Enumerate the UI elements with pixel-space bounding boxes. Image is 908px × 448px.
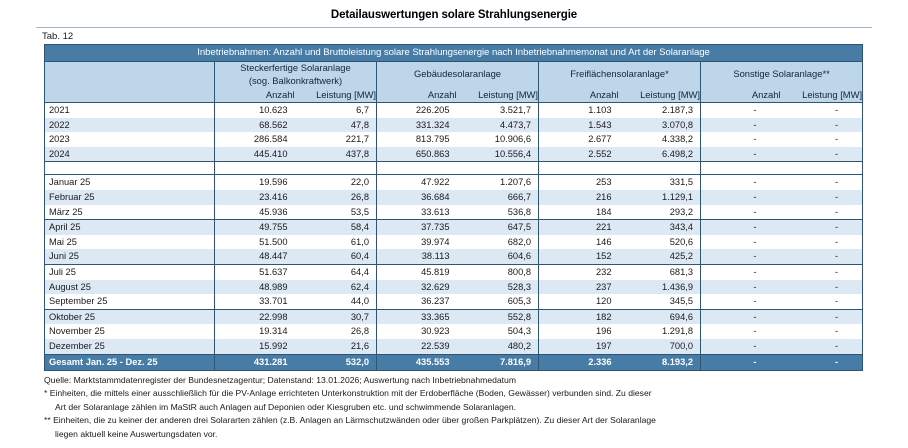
table-container	[44, 44, 863, 371]
table-cell: 36.237	[377, 294, 457, 309]
table-cell: 800,8	[457, 264, 539, 279]
row-label: Februar 25	[45, 190, 215, 205]
table-cell: 2.552	[539, 147, 619, 162]
table-cell: 6,7	[356, 105, 369, 115]
table-row	[45, 220, 863, 235]
table-cell: -	[701, 175, 781, 190]
table-row	[45, 264, 863, 279]
table-notes	[44, 374, 864, 442]
sub-header-anzahl-1: Anzahl	[215, 87, 295, 103]
table-cell: 48.989	[215, 280, 295, 295]
table-cell: -	[781, 339, 863, 354]
table-cell: 552,8	[457, 309, 539, 324]
table-cell: 45.936	[215, 205, 295, 220]
table-cell: -	[781, 220, 863, 235]
table-spacer-cell	[539, 162, 619, 175]
table-cell: 425,2	[619, 249, 701, 264]
table-cell: -	[701, 324, 781, 339]
table-cell: -	[701, 103, 781, 118]
table-cell: 221	[539, 220, 619, 235]
table-row	[45, 175, 863, 190]
table-cell: 1.207,6	[457, 175, 539, 190]
table-cell: 253	[539, 175, 619, 190]
table-cell: 64,4	[295, 264, 377, 279]
table-cell: 528,3	[457, 280, 539, 295]
table-cell: 33.365	[377, 309, 457, 324]
group-header-gebaeude	[377, 62, 539, 88]
table-banner-text: Inbetriebnahmen: Anzahl und Bruttoleistung solare Strahlungsenergie nach Inbetriebnahmemonat und Art der Solaranlage	[45, 45, 863, 62]
table-cell: 51.637	[215, 264, 295, 279]
table-cell: -	[701, 309, 781, 324]
total-row-cell: -	[701, 354, 781, 370]
table-row	[45, 249, 863, 264]
table-cell: 3.070,8	[619, 118, 701, 133]
table-cell: -	[781, 264, 863, 279]
table-spacer-cell	[457, 162, 539, 175]
note-footnote2-line1: ** Einheiten, die zu keiner der anderen drei Solararten zählen (z.B. Anlagen an Lärmschutzwänden oder über großen Parkplätzen). Zu dieser Art der Solaranlage	[44, 415, 656, 426]
table-cell: 700,0	[619, 339, 701, 354]
table-cell: 6.498,2	[619, 147, 701, 162]
table-cell: -	[781, 190, 863, 205]
table-cell: 33.613	[377, 205, 457, 220]
table-cell: 19.314	[215, 324, 295, 339]
table-cell: -	[701, 235, 781, 250]
row-label: Mai 25	[45, 235, 215, 250]
table-row	[45, 190, 863, 205]
row-label: März 25	[45, 205, 215, 220]
table-cell: -	[701, 147, 781, 162]
total-row-label: Gesamt Jan. 25 - Dez. 25	[45, 354, 215, 370]
table-row	[45, 294, 863, 309]
table-cell: -	[781, 205, 863, 220]
row-label: Dezember 25	[45, 339, 215, 354]
table-row	[45, 309, 863, 324]
table-spacer-cell	[295, 162, 377, 175]
total-row-cell: 431.281	[215, 354, 295, 370]
table-cell: 437,8	[295, 147, 377, 162]
table-cell: 197	[539, 339, 619, 354]
table-cell: 44,0	[350, 296, 369, 307]
table-cell: 68.562	[215, 118, 295, 133]
table-cell: 4.338,2	[661, 134, 693, 145]
note-footnote1-line1: * Einheiten, die mittels einer ausschließlich für die PV-Anlage errichteten Unterkonstruktion mit der Erdoberfläche (Boden, Gewässer) verbunden sind. Zu dieser	[44, 388, 652, 399]
table-row	[45, 103, 863, 118]
table-cell: 226.205	[377, 103, 457, 118]
table-spacer-cell	[377, 162, 457, 175]
table-cell: 10.623	[215, 103, 295, 118]
table-cell: 62,4	[295, 280, 377, 295]
table-cell: 26,8	[295, 190, 377, 205]
table-cell: 520,6	[669, 236, 693, 247]
sub-header-leistung-3: Leistung [MW]	[619, 87, 701, 103]
sub-header-anzahl-2: Anzahl	[377, 87, 457, 103]
table-cell: 10.906,6	[494, 134, 531, 145]
table-cell: 445.410	[215, 147, 295, 162]
table-cell: 480,2	[457, 339, 539, 354]
table-cell: 681,3	[619, 264, 701, 279]
table-cell: 60,4	[295, 249, 377, 264]
table-cell: 293,2	[669, 206, 693, 217]
table-cell: 22.998	[215, 309, 295, 324]
column-group-header-row	[45, 62, 863, 88]
table-cell: 1.129,1	[619, 190, 701, 205]
table-cell: 1.103	[539, 103, 619, 118]
table-cell: -	[701, 280, 781, 295]
table-cell: 232	[539, 264, 619, 279]
table-cell: 331,5	[619, 175, 701, 190]
table-cell: 331.324	[377, 118, 457, 133]
table-cell: -	[701, 294, 781, 309]
group-header-freiflaechen	[539, 62, 701, 88]
group-header-gebaeude-line1: Gebäudesolaranlage	[413, 68, 502, 80]
table-cell: 23.416	[215, 190, 295, 205]
page-title: Detailauswertungen solare Strahlungsenergie	[330, 9, 578, 21]
group-header-sonstige-line1: Sonstige Solaranlage**	[733, 68, 830, 80]
table-cell: -	[701, 264, 781, 279]
table-cell: 2.677	[539, 132, 619, 147]
row-label: 2023	[45, 132, 215, 147]
total-row-cell: 7.816,9	[457, 354, 539, 370]
title-divider	[36, 27, 872, 28]
sub-header-anzahl-4: Anzahl	[701, 87, 781, 103]
table-row	[45, 339, 863, 354]
note-footnote2-line2: liegen aktuell keine Auswertungsdaten vor.	[55, 428, 218, 439]
table-cell: -	[781, 249, 863, 264]
table-spacer-cell	[619, 162, 701, 175]
table-cell: 53,5	[350, 206, 369, 217]
table-cell: -	[701, 205, 781, 220]
sub-header-row	[45, 87, 863, 103]
row-label: April 25	[45, 220, 215, 235]
sub-header-leistung-4: Leistung [MW]	[781, 87, 863, 103]
group-header-freiflaechen-line1: Freiflächensolaranlage*	[570, 68, 669, 80]
row-label: Juni 25	[45, 249, 215, 264]
row-label: Oktober 25	[45, 309, 215, 324]
table-cell: 15.992	[215, 339, 295, 354]
table-row	[45, 324, 863, 339]
group-header-steckerfertige	[215, 62, 377, 88]
group-header-steckerfertige-line2: (sog. Balkonkraftwerk)	[248, 74, 343, 86]
table-number-label: Tab. 12	[42, 31, 74, 42]
table-cell: 604,6	[457, 249, 539, 264]
table-spacer-cell	[701, 162, 781, 175]
table-cell: 605,3	[507, 296, 531, 307]
table-cell: 237	[539, 280, 619, 295]
table-cell: 682,0	[507, 236, 531, 247]
table-cell: 58,4	[295, 220, 377, 235]
table-cell: 45.819	[377, 264, 457, 279]
table-cell: -	[781, 324, 863, 339]
table-cell: 343,4	[619, 220, 701, 235]
group-header-steckerfertige-line1: Steckerfertige Solaranlage	[240, 62, 351, 73]
table-spacer-row	[45, 162, 863, 175]
table-row	[45, 118, 863, 133]
table-cell: 1.436,9	[619, 280, 701, 295]
table-cell: 2.187,3	[661, 105, 693, 115]
table-spacer-cell	[45, 162, 215, 175]
table-spacer-cell	[215, 162, 295, 175]
table-cell: 30.923	[377, 324, 457, 339]
table-cell: 345,5	[669, 296, 693, 307]
table-cell: 221,7	[345, 134, 369, 145]
group-header-empty	[45, 62, 215, 88]
table-cell: -	[701, 220, 781, 235]
table-cell: 196	[539, 324, 619, 339]
table-cell: 26,8	[350, 326, 369, 337]
table-cell: 47.922	[377, 175, 457, 190]
table-cell: -	[781, 294, 863, 309]
table-cell: 10.556,4	[457, 147, 539, 162]
table-cell: 146	[539, 235, 619, 250]
table-cell: 22.539	[377, 339, 457, 354]
row-label: September 25	[45, 294, 215, 309]
table-cell: 39.974	[377, 235, 457, 250]
table-cell: -	[781, 280, 863, 295]
table-cell: 22,0	[295, 175, 377, 190]
table-cell: 51.500	[215, 235, 295, 250]
table-cell: 19.596	[215, 175, 295, 190]
table-cell: -	[781, 118, 863, 133]
table-cell: 1.543	[539, 118, 619, 133]
group-header-sonstige	[701, 62, 863, 88]
table-cell: -	[781, 175, 863, 190]
table-cell: -	[781, 309, 863, 324]
table-cell: 4.473,7	[457, 118, 539, 133]
table-cell: -	[701, 249, 781, 264]
table-cell: 48.447	[215, 249, 295, 264]
table-cell: 30,7	[295, 309, 377, 324]
table-cell: 694,6	[619, 309, 701, 324]
table-cell: 32.629	[377, 280, 457, 295]
sub-header-empty	[45, 87, 215, 103]
table-cell: 650.863	[377, 147, 457, 162]
table-cell: 47,8	[295, 118, 377, 133]
sub-header-anzahl-3: Anzahl	[539, 87, 619, 103]
table-cell: 33.701	[215, 294, 295, 309]
table-cell: 36.684	[377, 190, 457, 205]
table-cell: 184	[539, 205, 619, 220]
table-row	[45, 132, 863, 147]
table-row	[45, 235, 863, 250]
table-cell: 3.521,7	[499, 105, 531, 115]
table-banner	[45, 45, 863, 62]
table-cell: 182	[539, 309, 619, 324]
table-cell: 813.795	[377, 132, 457, 147]
table-cell: 49.755	[215, 220, 295, 235]
note-source: Quelle: Marktstammdatenregister der Bundesnetzagentur; Datenstand: 13.01.2026; Auswertung nach Inbetriebnahmedatum	[44, 374, 516, 385]
note-footnote1-line2: Art der Solaranlage zählen im MaStR auch Anlagen auf Deponien oder Kiesgruben etc. und schwimmende Solaranlagen.	[55, 401, 517, 412]
table-spacer-cell	[781, 162, 863, 175]
total-row-cell: 532,0	[295, 354, 377, 370]
table-cell: 120	[539, 294, 619, 309]
table-cell: -	[781, 235, 863, 250]
table-row	[45, 280, 863, 295]
solar-commissioning-table	[44, 44, 863, 371]
table-cell: -	[701, 118, 781, 133]
table-cell: 37.735	[377, 220, 457, 235]
table-cell: 647,5	[457, 220, 539, 235]
total-row-cell: 8.193,2	[619, 354, 701, 370]
table-cell: 38.113	[377, 249, 457, 264]
total-row-cell: 2.336	[539, 354, 619, 370]
table-cell: -	[701, 190, 781, 205]
table-cell: 61,0	[350, 236, 369, 247]
table-cell: 216	[539, 190, 619, 205]
table-cell: -	[781, 132, 863, 147]
row-label: 2024	[45, 147, 215, 162]
row-label: 2022	[45, 118, 215, 133]
row-label: Juli 25	[45, 264, 215, 279]
table-cell: 286.584	[215, 132, 295, 147]
table-cell: 536,8	[507, 206, 531, 217]
row-label: Januar 25	[45, 175, 215, 190]
table-cell: -	[701, 132, 781, 147]
row-label: November 25	[45, 324, 215, 339]
table-cell: 21,6	[295, 339, 377, 354]
table-cell: -	[781, 103, 863, 118]
total-row-cell: 435.553	[377, 354, 457, 370]
table-cell: 152	[539, 249, 619, 264]
table-cell: 666,7	[457, 190, 539, 205]
table-cell: 1.291,8	[661, 326, 693, 337]
table-total-row	[45, 354, 863, 370]
sub-header-leistung-2: Leistung [MW]	[457, 87, 539, 103]
table-row	[45, 147, 863, 162]
table-cell: 504,3	[507, 326, 531, 337]
table-cell: -	[701, 339, 781, 354]
table-row	[45, 205, 863, 220]
sub-header-leistung-1: Leistung [MW]	[295, 87, 377, 103]
total-row-cell: -	[781, 354, 863, 370]
row-label: August 25	[45, 280, 215, 295]
row-label: 2021	[45, 103, 215, 118]
table-cell: -	[781, 147, 863, 162]
